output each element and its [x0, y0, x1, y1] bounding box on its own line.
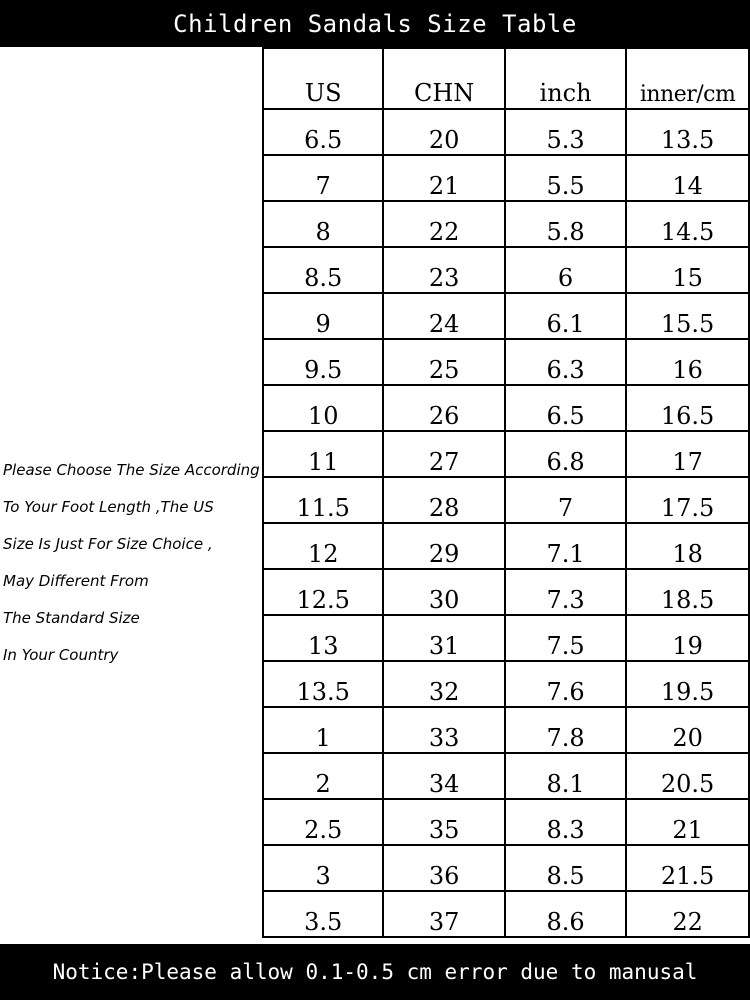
us-size-cell: 8: [263, 201, 383, 247]
inner-cm-cell: 21.5: [626, 845, 749, 891]
inch-cell: 8.6: [505, 891, 626, 937]
us-size-cell: 2.5: [263, 799, 383, 845]
table-row: [263, 523, 749, 569]
chn-size-cell: 21: [383, 155, 504, 201]
chn-size-cell: 22: [383, 201, 504, 247]
page-title: Children Sandals Size Table: [173, 9, 577, 38]
table-row: [263, 247, 749, 293]
table-row: [263, 293, 749, 339]
inner-cm-cell: 19: [626, 615, 749, 661]
inner-cm-cell: 18.5: [626, 569, 749, 615]
chn-size-cell: 32: [383, 661, 504, 707]
inch-cell: 7.6: [505, 661, 626, 707]
table-row: [263, 477, 749, 523]
table-row: [263, 201, 749, 247]
inch-cell: 8.1: [505, 753, 626, 799]
us-size-cell: 13: [263, 615, 383, 661]
note-line: To Your Foot Length ,The US: [3, 498, 214, 516]
table-row: [263, 431, 749, 477]
inner-cm-cell: 20: [626, 707, 749, 753]
note-line: In Your Country: [3, 646, 119, 664]
table-row: [263, 753, 749, 799]
us-size-cell: 11.5: [263, 477, 383, 523]
chn-size-cell: 28: [383, 477, 504, 523]
us-size-cell: 13.5: [263, 661, 383, 707]
us-size-cell: 3: [263, 845, 383, 891]
inch-cell: 7: [505, 477, 626, 523]
us-size-cell: 6.5: [263, 109, 383, 155]
inner-cm-cell: 14.5: [626, 201, 749, 247]
inner-cm-cell: 14: [626, 155, 749, 201]
us-size-cell: 3.5: [263, 891, 383, 937]
us-size-cell: 11: [263, 431, 383, 477]
chn-size-cell: 25: [383, 339, 504, 385]
notice-text: Notice:Please allow 0.1-0.5 cm error due to manusal: [52, 960, 698, 984]
note-line: Size Is Just For Size Choice ,: [3, 535, 213, 553]
chn-size-cell: 23: [383, 247, 504, 293]
table-row: [263, 339, 749, 385]
notice-bar: [0, 944, 750, 1000]
inch-cell: 6.1: [505, 293, 626, 339]
inner-cm-cell: 15: [626, 247, 749, 293]
inch-cell: 7.8: [505, 707, 626, 753]
inch-cell: 6.8: [505, 431, 626, 477]
column-header-inch: inch: [505, 48, 626, 109]
table-row: [263, 845, 749, 891]
inner-cm-cell: 13.5: [626, 109, 749, 155]
us-size-cell: 9.5: [263, 339, 383, 385]
chn-size-cell: 26: [383, 385, 504, 431]
table-row: [263, 799, 749, 845]
inner-cm-cell: 16: [626, 339, 749, 385]
chn-size-cell: 33: [383, 707, 504, 753]
title-bar: [0, 0, 750, 47]
chn-size-cell: 29: [383, 523, 504, 569]
note-line: The Standard Size: [3, 609, 140, 627]
inner-cm-cell: 15.5: [626, 293, 749, 339]
table-header-row: [263, 48, 749, 109]
column-header-chn: CHN: [383, 48, 504, 109]
us-size-cell: 12: [263, 523, 383, 569]
inner-cm-cell: 22: [626, 891, 749, 937]
inner-cm-cell: 18: [626, 523, 749, 569]
chn-size-cell: 20: [383, 109, 504, 155]
table-row: [263, 385, 749, 431]
inch-cell: 6: [505, 247, 626, 293]
chn-size-cell: 27: [383, 431, 504, 477]
inch-cell: 7.3: [505, 569, 626, 615]
inner-cm-cell: 17: [626, 431, 749, 477]
us-size-cell: 1: [263, 707, 383, 753]
inch-cell: 8.5: [505, 845, 626, 891]
us-size-cell: 10: [263, 385, 383, 431]
size-note: [3, 452, 303, 674]
note-line: May Different From: [3, 572, 149, 590]
inch-cell: 6.5: [505, 385, 626, 431]
table-body: [263, 109, 749, 937]
chn-size-cell: 31: [383, 615, 504, 661]
inch-cell: 5.5: [505, 155, 626, 201]
table-row: [263, 109, 749, 155]
table-row: [263, 661, 749, 707]
inner-cm-cell: 16.5: [626, 385, 749, 431]
inch-cell: 7.1: [505, 523, 626, 569]
inner-cm-cell: 20.5: [626, 753, 749, 799]
inner-cm-cell: 21: [626, 799, 749, 845]
us-size-cell: 9: [263, 293, 383, 339]
column-header-inner-cm: inner/cm: [626, 48, 749, 109]
chn-size-cell: 24: [383, 293, 504, 339]
table-row: [263, 155, 749, 201]
column-header-us: US: [263, 48, 383, 109]
chn-size-cell: 30: [383, 569, 504, 615]
size-table: [262, 47, 750, 938]
inch-cell: 5.3: [505, 109, 626, 155]
table-row: [263, 891, 749, 937]
inch-cell: 7.5: [505, 615, 626, 661]
inch-cell: 6.3: [505, 339, 626, 385]
inner-cm-cell: 17.5: [626, 477, 749, 523]
us-size-cell: 2: [263, 753, 383, 799]
us-size-cell: 12.5: [263, 569, 383, 615]
chn-size-cell: 35: [383, 799, 504, 845]
chn-size-cell: 37: [383, 891, 504, 937]
inch-cell: 8.3: [505, 799, 626, 845]
us-size-cell: 8.5: [263, 247, 383, 293]
note-line: Please Choose The Size According: [3, 461, 260, 479]
inner-cm-cell: 19.5: [626, 661, 749, 707]
chn-size-cell: 36: [383, 845, 504, 891]
us-size-cell: 7: [263, 155, 383, 201]
table-row: [263, 707, 749, 753]
table-row: [263, 569, 749, 615]
inch-cell: 5.8: [505, 201, 626, 247]
table-row: [263, 615, 749, 661]
chn-size-cell: 34: [383, 753, 504, 799]
